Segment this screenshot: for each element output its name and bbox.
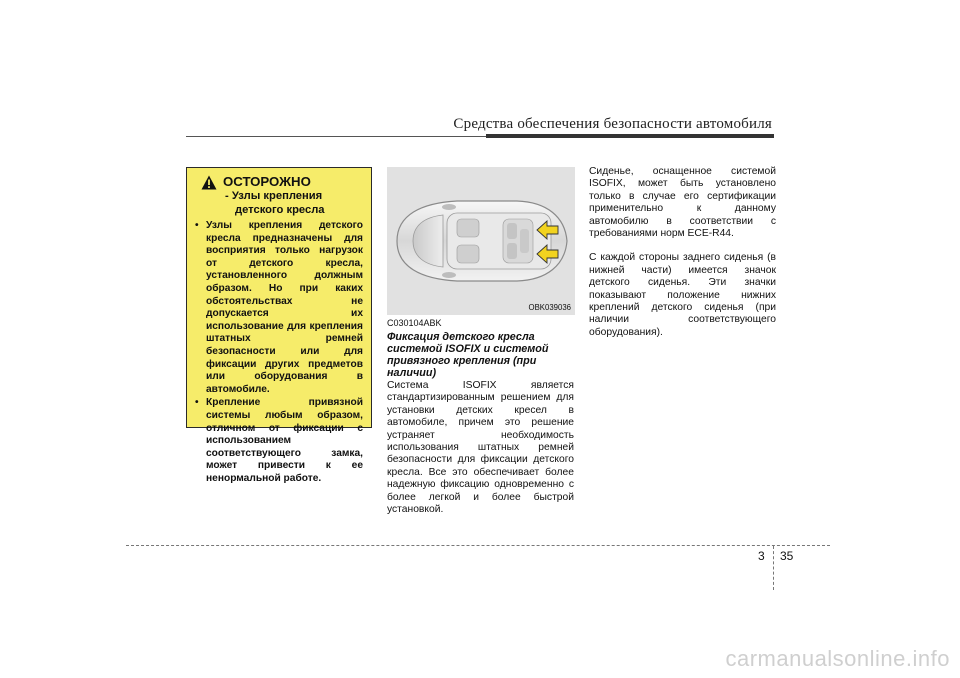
page-number: 35 bbox=[780, 549, 794, 563]
header-rule-thin bbox=[186, 136, 486, 137]
section-code: C030104ABK bbox=[387, 318, 442, 328]
watermark: carmanualsonline.info bbox=[725, 646, 950, 671]
warning-header bbox=[201, 174, 363, 190]
car-top-view-illustration bbox=[387, 167, 575, 315]
section-title: Фиксация детского кресла системой ISOFIX и системой привязного крепления (при наличии) bbox=[387, 331, 549, 379]
footer-rule bbox=[126, 545, 830, 546]
warning-bullet-1: • Узлы крепления детского кресла предназначены для восприятия только нагрузок от детского кресла, установленного должным образом. Но при каких обстоятельствах не допускается их использование для крепления штатных ремней безопасности или для фиксации других предметов или оборудования в автомобиле. bbox=[195, 220, 363, 396]
isofix-car-figure bbox=[387, 167, 575, 315]
footer-divider bbox=[773, 546, 774, 590]
warning-title: ОСТОРОЖНО bbox=[223, 174, 311, 189]
warning-box bbox=[186, 167, 372, 484]
warning-subtitle-line1: - Узлы крепления bbox=[225, 190, 323, 202]
chapter-number: 3 bbox=[758, 549, 765, 563]
page-header-title: Средства обеспечения безопасности автомобиля bbox=[453, 116, 772, 132]
header-rule-thick bbox=[486, 134, 774, 138]
right-paragraph-2: С каждой стороны заднего сиденья (в нижней части) имеется значок детского сиденья. Эти значки показывают положение нижних креплений детского сиденья (при наличии соответствующего оборудования). bbox=[589, 252, 776, 338]
warning-bullet-2: • Крепление привязной системы любым образом, отличном от фиксации с использованием соответствующего замка, может привести к ее ненормальной работе. bbox=[195, 397, 363, 485]
section-body bbox=[387, 380, 574, 528]
section-body-paragraph: Система ISOFIX является стандартизированным решением для установки детских кресел в автомобиле, причем это решение устраняет необходимость использования штатных ремней безопасности для фиксации детского кресла. Все это обеспечивает более надежную фиксацию одновременно с более легкой и более быстрой установкой. bbox=[387, 380, 574, 516]
figure-code: OBK039036 bbox=[528, 303, 571, 312]
warning-subtitle-line2: детского кресла bbox=[235, 203, 325, 216]
warning-triangle-icon bbox=[201, 175, 217, 190]
right-paragraph-1: Сиденье, оснащенное системой ISOFIX, может быть установлено только в случае его сертификации применительно к данному автомобилю в соответствии с требованиями норм ECE-R44. bbox=[589, 166, 776, 240]
right-column bbox=[589, 166, 776, 351]
